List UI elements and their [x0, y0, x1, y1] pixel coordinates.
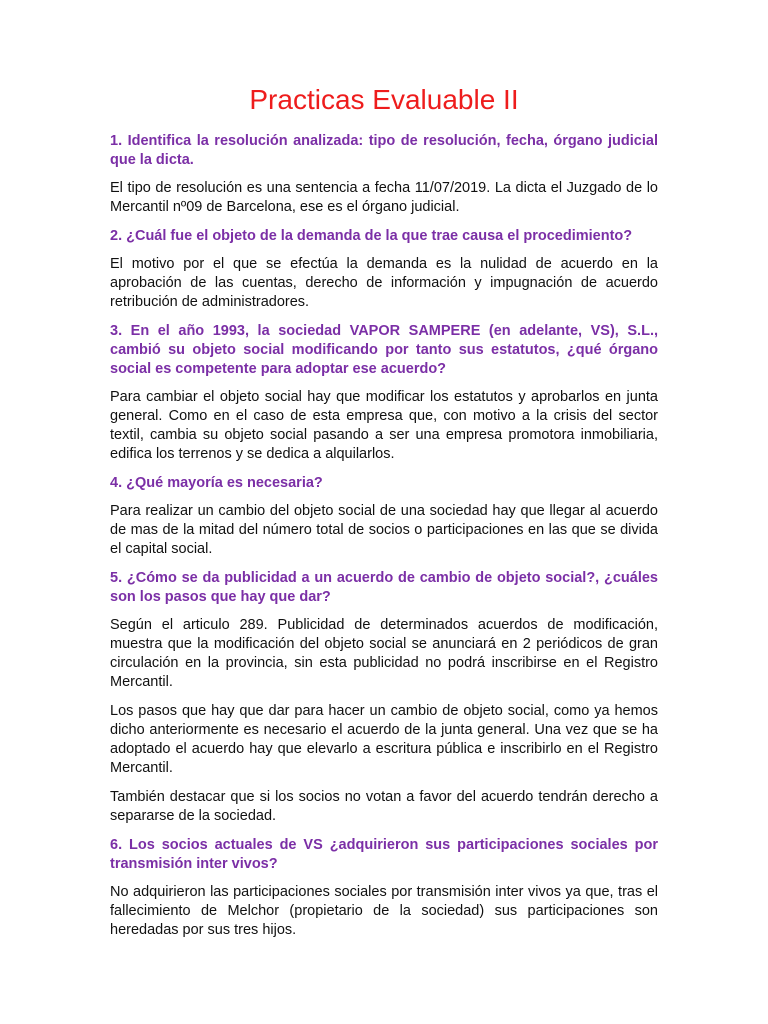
answer-6: No adquirieron las participaciones sociales por transmisión inter vivos ya que, tras el fallecimiento de Melchor (propietario de la sociedad) sus participaciones son heredadas por sus tres hijos. [110, 884, 658, 938]
answer-5c: También destacar que si los socios no votan a favor del acuerdo tendrán derecho a separarse de la sociedad. [110, 789, 658, 824]
question-2: 2. ¿Cuál fue el objeto de la demanda de la que trae causa el procedimiento? [110, 228, 633, 244]
question-1: 1. Identifica la resolución analizada: tipo de resolución, fecha, órgano judicial que la dicta. [110, 133, 658, 168]
answer-5a: Según el articulo 289. Publicidad de determinados acuerdos de modificación, muestra que la modificación del objeto social se anunciará en 2 periódicos de gran circulación en la provincia, sin esta publicidad no podrá inscribirse en el Registro Mercantil. [110, 617, 658, 690]
question-4: 4. ¿Qué mayoría es necesaria? [110, 475, 323, 491]
question-5: 5. ¿Cómo se da publicidad a un acuerdo de cambio de objeto social?, ¿cuáles son los pasos que hay que dar? [110, 570, 658, 605]
question-6: 6. Los socios actuales de VS ¿adquirieron sus participaciones sociales por transmisión inter vivos? [110, 837, 658, 872]
answer-3: Para cambiar el objeto social hay que modificar los estatutos y aprobarlos en junta general. Como en el caso de esta empresa que, con motivo a la crisis del sector textil, cambia su objeto social pasando a ser una empresa promotora inmobiliaria, edifica los terrenos y se dedica a alquilarlos. [110, 389, 658, 462]
question-3: 3. En el año 1993, la sociedad VAPOR SAMPERE (en adelante, VS), S.L., cambió su objeto social modificando por tanto sus estatutos, ¿qué órgano social es competente para adoptar ese acuerdo? [110, 323, 658, 377]
document-title: Practicas Evaluable II [249, 84, 519, 115]
answer-5b: Los pasos que hay que dar para hacer un cambio de objeto social, como ya hemos dicho anteriormente es necesario el acuerdo de la junta general. Una vez que se ha adoptado el acuerdo hay que elevarlo a escritura pública e inscribirlo en el Registro Mercantil. [110, 703, 658, 776]
answer-2: El motivo por el que se efectúa la demanda es la nulidad de acuerdo en la aprobación de las cuentas, derecho de información y impugnación de acuerdo retribución de administradores. [110, 256, 658, 310]
answer-1: El tipo de resolución es una sentencia a fecha 11/07/2019. La dicta el Juzgado de lo Mercantil nº09 de Barcelona, ese es el órgano judicial. [110, 180, 658, 215]
answer-4: Para realizar un cambio del objeto social de una sociedad hay que llegar al acuerdo de mas de la mitad del número total de socios o participaciones en las que se divida el capital social. [110, 503, 658, 557]
